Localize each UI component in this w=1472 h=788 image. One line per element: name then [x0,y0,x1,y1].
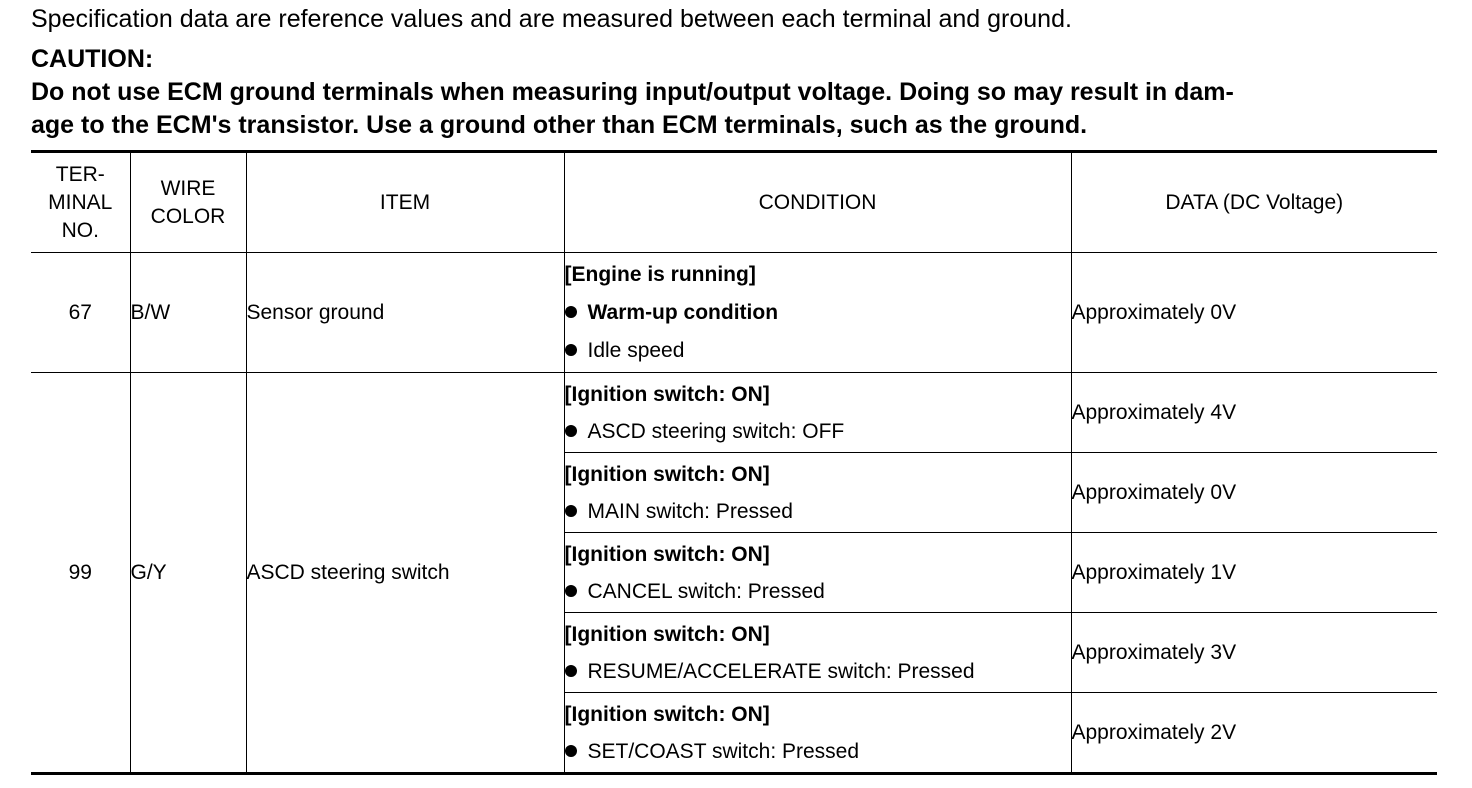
header-item: ITEM [246,152,564,253]
terminal-spec-table [31,150,1437,775]
bullet-icon [565,505,577,517]
data-value: Approximately 2V [1071,693,1437,774]
data-value: Approximately 1V [1071,533,1437,613]
condition-bullet: Idle speed [565,332,1071,370]
intro-text: Specification data are reference values and are measured between each terminal and ground. [31,5,1072,33]
table-header-row [31,152,1437,253]
condition-bullet: MAIN switch: Pressed [565,493,1071,530]
caution-line-2: age to the ECM's transistor. Use a ground other than ECM terminals, such as the ground. [31,111,1088,139]
caution-line-1: Do not use ECM ground terminals when measuring input/output voltage. Doing so may result in dam- [31,78,1234,106]
condition-bullet: RESUME/ACCELERATE switch: Pressed [565,653,1071,690]
condition-bullet: ASCD steering switch: OFF [565,413,1071,450]
terminal-number: 67 [31,253,130,373]
condition-heading: [Engine is running] [564,262,756,286]
header-data: DATA (DC Voltage) [1071,152,1437,253]
condition-bullet: Warm-up condition [565,294,1071,332]
wire-color: B/W [130,253,246,373]
condition-heading: [Ignition switch: ON] [564,542,770,566]
condition-bullet: CANCEL switch: Pressed [565,573,1071,610]
condition-heading: [Ignition switch: ON] [564,462,770,486]
data-value: Approximately 3V [1071,613,1437,693]
condition-cell [564,253,1071,373]
condition-heading: [Ignition switch: ON] [564,622,770,646]
table-row [31,253,1437,373]
bullet-icon [565,585,577,597]
data-value: Approximately 0V [1071,253,1437,373]
bullet-icon [565,344,577,356]
data-value: Approximately 0V [1071,453,1437,533]
condition-heading: [Ignition switch: ON] [564,382,770,406]
item-name: ASCD steering switch [246,373,564,774]
condition-cell [564,533,1071,613]
condition-cell [564,693,1071,774]
terminal-number: 99 [31,373,130,774]
header-wire-color: WIRE COLOR [130,152,246,253]
condition-bullet: SET/COAST switch: Pressed [565,733,1071,770]
wire-color: G/Y [130,373,246,774]
condition-cell [564,453,1071,533]
header-terminal-no: TER- MINAL NO. [31,152,130,253]
bullet-icon [565,665,577,677]
table-row [31,373,1437,453]
bullet-icon [565,425,577,437]
bullet-icon [565,306,577,318]
item-name: Sensor ground [246,253,564,373]
condition-cell [564,613,1071,693]
caution-body [31,76,1441,142]
caution-title: CAUTION: [31,45,154,73]
header-condition: CONDITION [564,152,1071,253]
data-value: Approximately 4V [1071,373,1437,453]
bullet-icon [565,745,577,757]
condition-cell [564,373,1071,453]
condition-heading: [Ignition switch: ON] [564,702,770,726]
